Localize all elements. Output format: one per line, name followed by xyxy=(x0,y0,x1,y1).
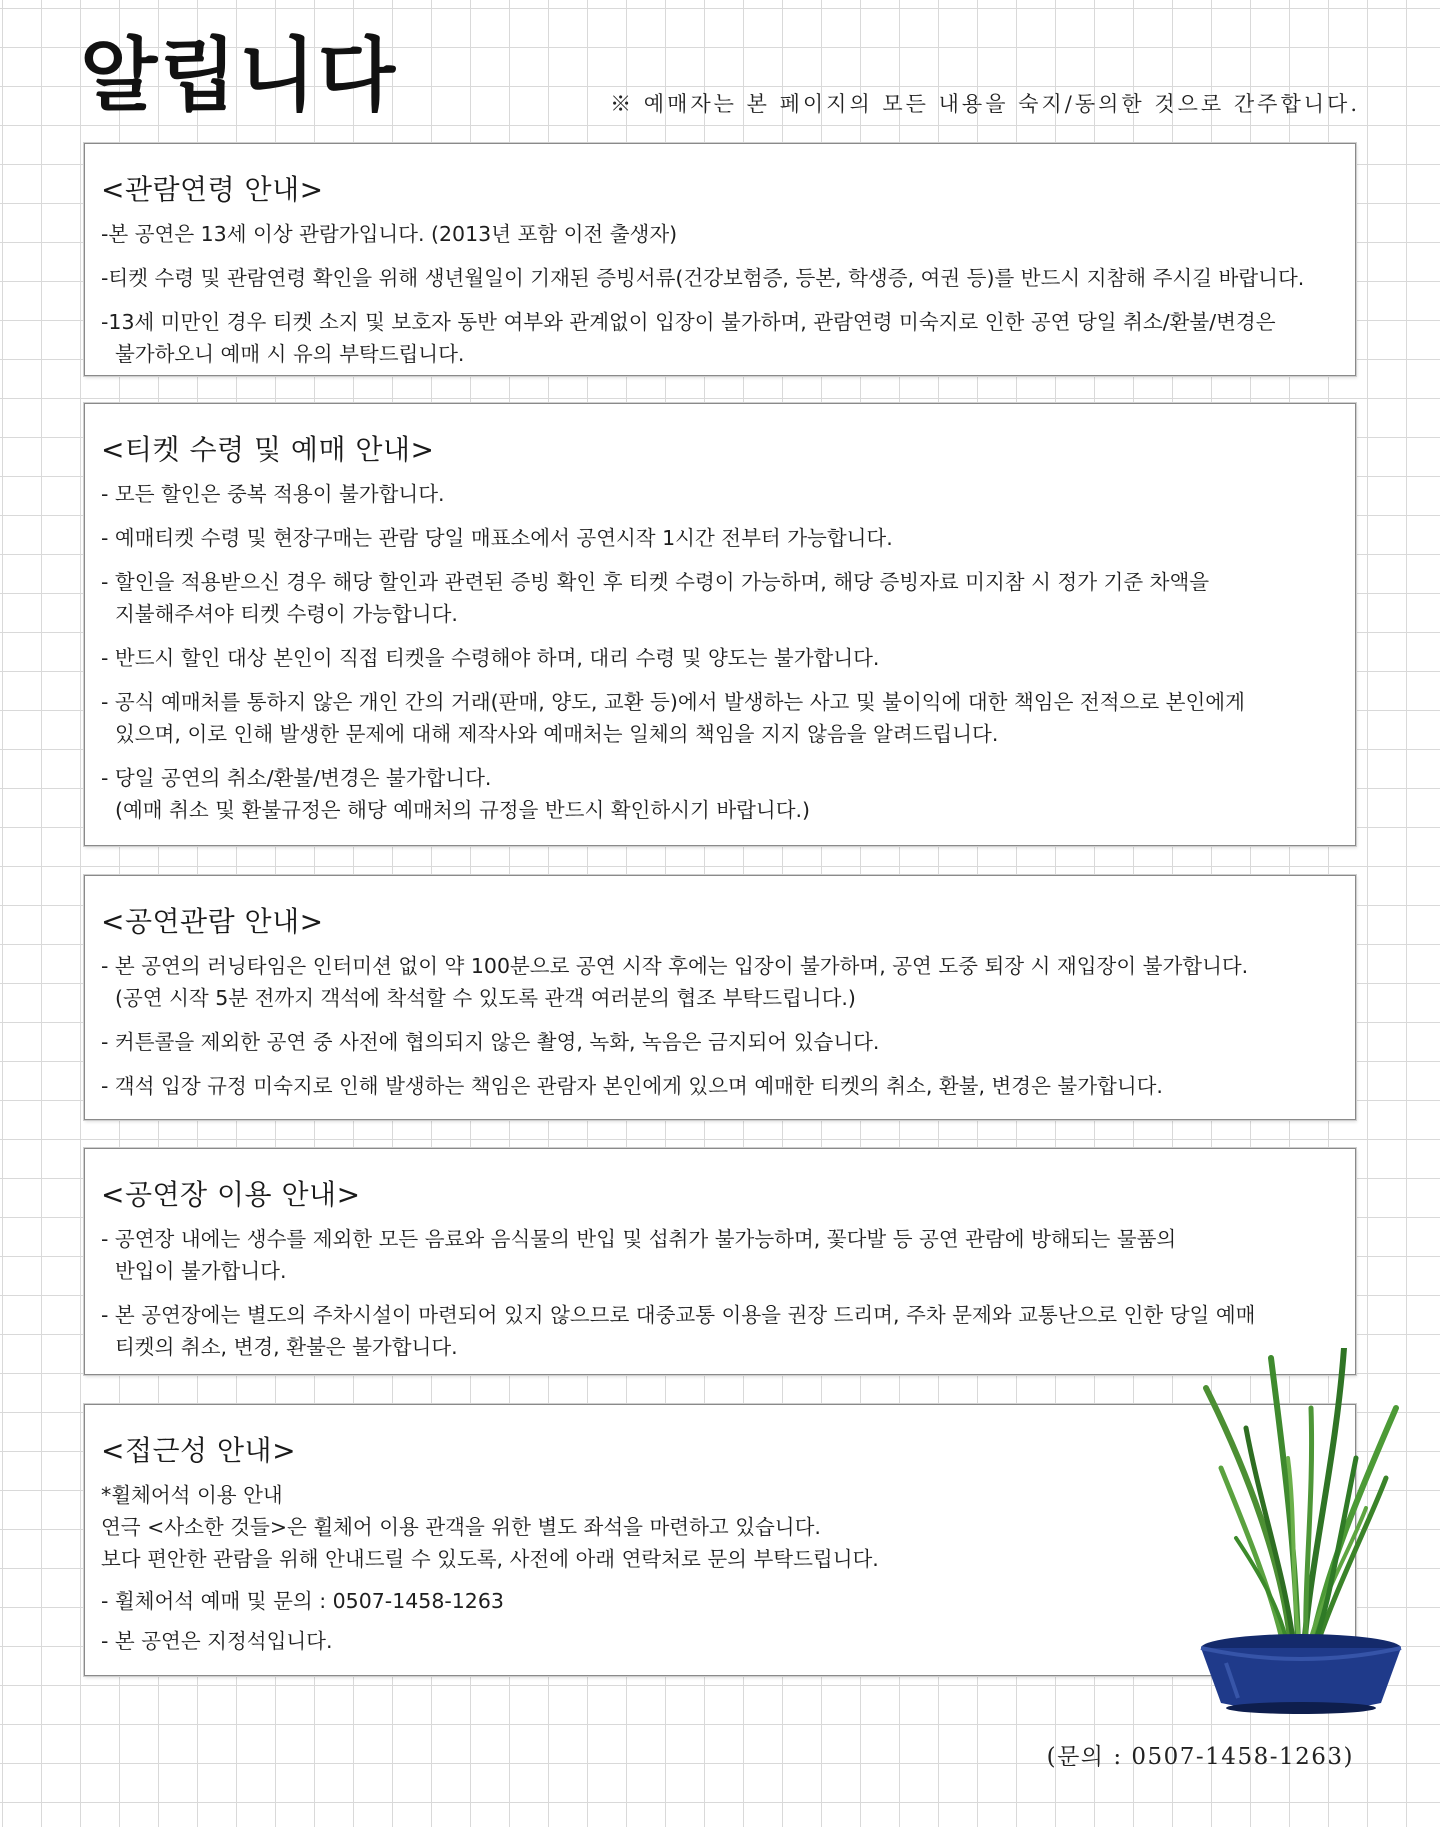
list-item: - 예매티켓 수령 및 현장구매는 관람 당일 매표소에서 공연시작 1시간 전부터 가능합니다. xyxy=(101,526,893,550)
section-ticket-guide xyxy=(84,403,1356,846)
list-item: - 당일 공연의 취소/환불/변경은 불가합니다. (예매 취소 및 환불규정은 해당 예매처의 규정을 반드시 확인하시기 바랍니다.) xyxy=(101,766,811,822)
list-item: -본 공연은 13세 이상 관람가입니다. (2013년 포함 이전 출생자) xyxy=(101,222,678,246)
section-title-accessibility: <접근성 안내> xyxy=(101,1434,297,1467)
agreement-notice: ※ 예매자는 본 페이지의 모든 내용을 숙지/동의한 것으로 간주합니다. xyxy=(610,92,1360,116)
list-item: -13세 미만인 경우 티켓 소지 및 보호자 동반 여부와 관계없이 입장이 불가하며, 관람연령 미숙지로 인한 공연 당일 취소/환불/변경은 불가하오니 예매 시 유의 부탁드립니다. xyxy=(101,310,1276,366)
list-item: - 커튼콜을 제외한 공연 중 사전에 협의되지 않은 촬영, 녹화, 녹음은 금지되어 있습니다. xyxy=(101,1030,880,1054)
list-item: - 휠체어석 예매 및 문의 : 0507-1458-1263 xyxy=(101,1589,504,1613)
list-item: - 본 공연장에는 별도의 주차시설이 마련되어 있지 않으므로 대중교통 이용을 권장 드리며, 주차 문제와 교통난으로 인한 당일 예매 티켓의 취소, 변경, 환불은 불가합니다. xyxy=(101,1303,1256,1359)
age-list xyxy=(101,218,1339,370)
section-title-venue: <공연장 이용 안내> xyxy=(101,1178,361,1211)
section-age-guide xyxy=(84,143,1356,376)
potted-plant-image xyxy=(1186,1348,1416,1720)
section-title-ticket: <티켓 수령 및 예매 안내> xyxy=(101,433,435,466)
section-viewing-guide xyxy=(84,875,1356,1120)
list-item: - 모든 할인은 중복 적용이 불가합니다. xyxy=(101,482,445,506)
wheelchair-intro: *휠체어석 이용 안내 연극 <사소한 것들>은 휠체어 이용 관객을 위한 별도 좌석을 마련하고 있습니다. 보다 편안한 관람을 위해 안내드릴 수 있도록, 사전에 아래 연락처로 문의 부탁드립니다. xyxy=(101,1483,879,1571)
accessibility-list xyxy=(101,1585,1339,1657)
list-item: - 객석 입장 규정 미숙지로 인해 발생하는 책임은 관람자 본인에게 있으며 예매한 티켓의 취소, 환불, 변경은 불가합니다. xyxy=(101,1074,1163,1098)
viewing-list xyxy=(101,950,1339,1102)
list-item: - 반드시 할인 대상 본인이 직접 티켓을 수령해야 하며, 대리 수령 및 양도는 불가합니다. xyxy=(101,646,880,670)
list-item: - 본 공연의 러닝타임은 인터미션 없이 약 100분으로 공연 시작 후에는 입장이 불가하며, 공연 도중 퇴장 시 재입장이 불가합니다. (공연 시작 5분 전까지 객석에 착석할 수 있도록 관객 여러분의 협조 부탁드립니다.) xyxy=(101,954,1249,1010)
list-item: - 공식 예매처를 통하지 않은 개인 간의 거래(판매, 양도, 교환 등)에서 발생하는 사고 및 불이익에 대한 책임은 전적으로 본인에게 있으며, 이로 인해 발생한 문제에 대해 제작사와 예매처는 일체의 책임을 지지 않음을 알려드립니다. xyxy=(101,690,1245,746)
section-accessibility-guide xyxy=(84,1404,1356,1676)
list-item: - 할인을 적용받으신 경우 해당 할인과 관련된 증빙 확인 후 티켓 수령이 가능하며, 해당 증빙자료 미지참 시 정가 기준 차액을 지불해주셔야 티켓 수령이 가능합니다. xyxy=(101,570,1210,626)
plant-leaves xyxy=(1206,1348,1396,1648)
list-item: -티켓 수령 및 관람연령 확인을 위해 생년월일이 기재된 증빙서류(건강보험증, 등본, 학생증, 여권 등)를 반드시 지참해 주시길 바랍니다. xyxy=(101,266,1305,290)
plant-pot xyxy=(1201,1634,1401,1714)
venue-list xyxy=(101,1223,1339,1363)
page-title: 알립니다 xyxy=(80,29,398,122)
ticket-list xyxy=(101,478,1339,826)
list-item: - 공연장 내에는 생수를 제외한 모든 음료와 음식물의 반입 및 섭취가 불가능하며, 꽃다발 등 공연 관람에 방해되는 물품의 반입이 불가합니다. xyxy=(101,1227,1177,1283)
section-venue-guide xyxy=(84,1148,1356,1375)
section-title-viewing: <공연관람 안내> xyxy=(101,905,324,938)
contact-info: (문의 : 0507-1458-1263) xyxy=(1046,1744,1354,1770)
list-item: - 본 공연은 지정석입니다. xyxy=(101,1629,333,1653)
section-title-age: <관람연령 안내> xyxy=(101,173,324,206)
